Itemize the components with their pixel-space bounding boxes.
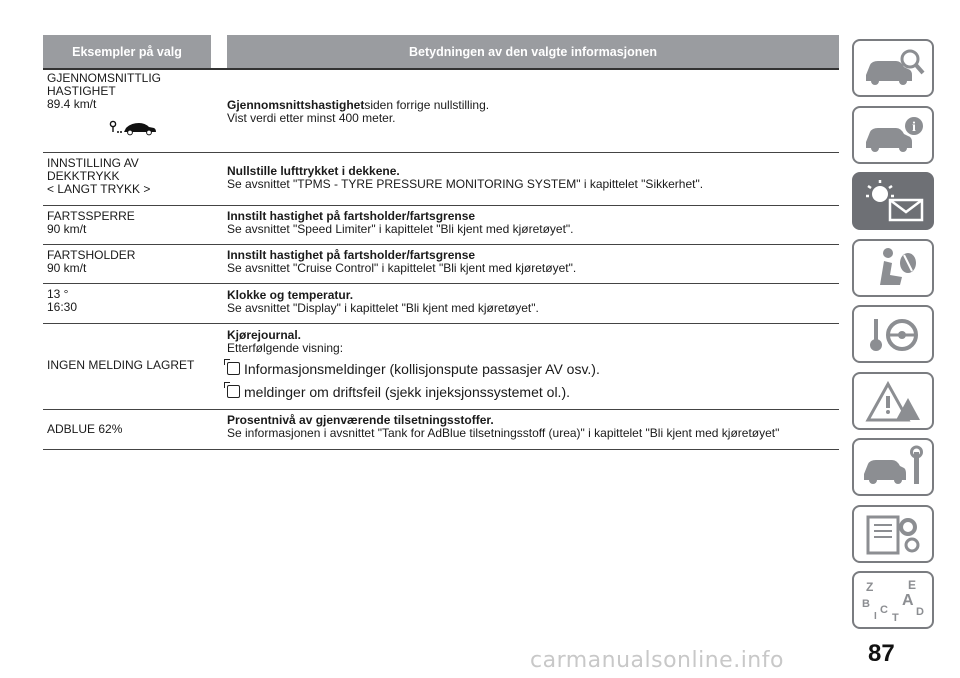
row-meaning: Prosentnivå av gjenværende tilsetningsstoffer. Se informasjonen i avsnittet "Tank for AdBlue tilsetningsstoff (urea)" i kapittelet "Bli kjent med kjøretøyet" xyxy=(227,413,780,440)
tab-index[interactable] xyxy=(852,571,934,629)
table-row xyxy=(43,244,839,284)
row-example: FARTSHOLDER 90 km/t xyxy=(47,248,136,275)
svg-text:A: A xyxy=(902,592,914,609)
row-title: Nullstille lufttrykket i dekkene. xyxy=(227,164,400,178)
table-row xyxy=(43,323,839,410)
row-title: Klokke og temperatur. xyxy=(227,288,354,302)
table-row xyxy=(43,205,839,245)
header-examples: Eksempler på valg xyxy=(43,35,211,68)
row-title: Prosentnivå av gjenværende tilsetningsstoffer. xyxy=(227,413,494,427)
data-sheet-gear-icon xyxy=(858,511,928,557)
info-table xyxy=(43,35,839,440)
svg-text:C: C xyxy=(880,604,888,616)
tab-warning-lights[interactable] xyxy=(852,172,934,230)
row-example: ADBLUE 62% xyxy=(47,422,123,436)
bullet-icon xyxy=(227,362,240,375)
svg-text:Z: Z xyxy=(866,580,874,594)
table-row xyxy=(43,70,839,153)
bullet-icon xyxy=(227,385,240,398)
svg-text:E: E xyxy=(908,578,917,592)
row-title: Gjennomsnittshastighet xyxy=(227,98,365,112)
tab-car-info[interactable] xyxy=(852,106,934,164)
table-header xyxy=(43,35,839,68)
row-title: Kjørejournal. xyxy=(227,328,302,342)
tab-car-search[interactable] xyxy=(852,39,934,97)
car-info-icon xyxy=(858,112,928,158)
row-meaning: Gjennomsnittshastighetsiden forrige nullstilling. Vist verdi etter minst 400 meter. xyxy=(227,98,490,125)
table-row xyxy=(43,283,839,324)
table-row xyxy=(43,152,839,206)
tab-starting-driving[interactable] xyxy=(852,305,934,363)
tab-technical-data[interactable] xyxy=(852,505,934,563)
list-item: Informasjonsmeldinger (kollisjonspute passasjer AV osv.). xyxy=(227,361,837,378)
car-search-icon xyxy=(858,45,928,91)
row-title-suffix: siden forrige nullstilling. xyxy=(364,98,490,112)
tab-emergency[interactable] xyxy=(852,372,934,430)
row-example: INNSTILLING AV DEKKTRYKK < LANGT TRYKK > xyxy=(47,156,151,196)
key-steering-wheel-icon xyxy=(858,311,928,357)
row-meaning: Klokke og temperatur. Se avsnittet "Display" i kapittelet "Bli kjent med kjøretøyet". xyxy=(227,288,539,315)
row-example: FARTSSPERRE 90 km/t xyxy=(47,209,135,236)
airbag-seat-icon xyxy=(858,245,928,291)
row-title: Innstilt hastighet på fartsholder/fartsgrense xyxy=(227,248,476,262)
road-warning-triangle-icon xyxy=(858,378,928,424)
car-wrench-icon xyxy=(858,444,928,490)
alphabetical-index-icon xyxy=(858,577,928,623)
svg-text:i: i xyxy=(912,120,916,135)
header-meaning: Betydningen av den valgte informasjonen xyxy=(227,35,839,68)
row-meaning: Innstilt hastighet på fartsholder/fartsgrense Se avsnittet "Cruise Control" i kapittelet "Bli kjent med kjøretøyet". xyxy=(227,248,577,275)
row-meaning: Kjørejournal. Etterfølgende visning: Informasjonsmeldinger (kollisjonspute passasjer AV osv.). meldinger om driftsfeil (sjekk injeksjonssystemet ol.). xyxy=(227,329,837,401)
watermark: carmanualsonline.info xyxy=(530,648,784,673)
svg-text:I: I xyxy=(874,611,877,622)
table-row xyxy=(43,409,839,450)
tab-safety[interactable] xyxy=(852,239,934,297)
average-speed-car-icon xyxy=(109,120,157,136)
svg-text:D: D xyxy=(916,606,924,618)
tab-maintenance[interactable] xyxy=(852,438,934,496)
row-example: GJENNOMSNITTLIG HASTIGHET 89.4 km/t xyxy=(47,71,162,111)
row-meaning: Nullstille lufttrykket i dekkene. Se avsnittet "TPMS - TYRE PRESSURE MONITORING SYSTEM" i kapittelet "Sikkerhet". xyxy=(227,164,704,191)
svg-text:T: T xyxy=(892,612,899,623)
row-example: INGEN MELDING LAGRET xyxy=(47,358,195,372)
row-meaning: Innstilt hastighet på fartsholder/fartsgrense Se avsnittet "Speed Limiter" i kapittelet "Bli kjent med kjøretøyet". xyxy=(227,209,574,236)
row-title: Innstilt hastighet på fartsholder/fartsgrense xyxy=(227,209,476,223)
svg-text:B: B xyxy=(862,598,870,610)
list-item: meldinger om driftsfeil (sjekk injeksjonssystemet ol.). xyxy=(227,384,837,401)
page-number: 87 xyxy=(868,640,895,667)
warning-light-message-icon xyxy=(858,178,928,224)
row-example: 13 ° 16:30 xyxy=(47,287,78,314)
